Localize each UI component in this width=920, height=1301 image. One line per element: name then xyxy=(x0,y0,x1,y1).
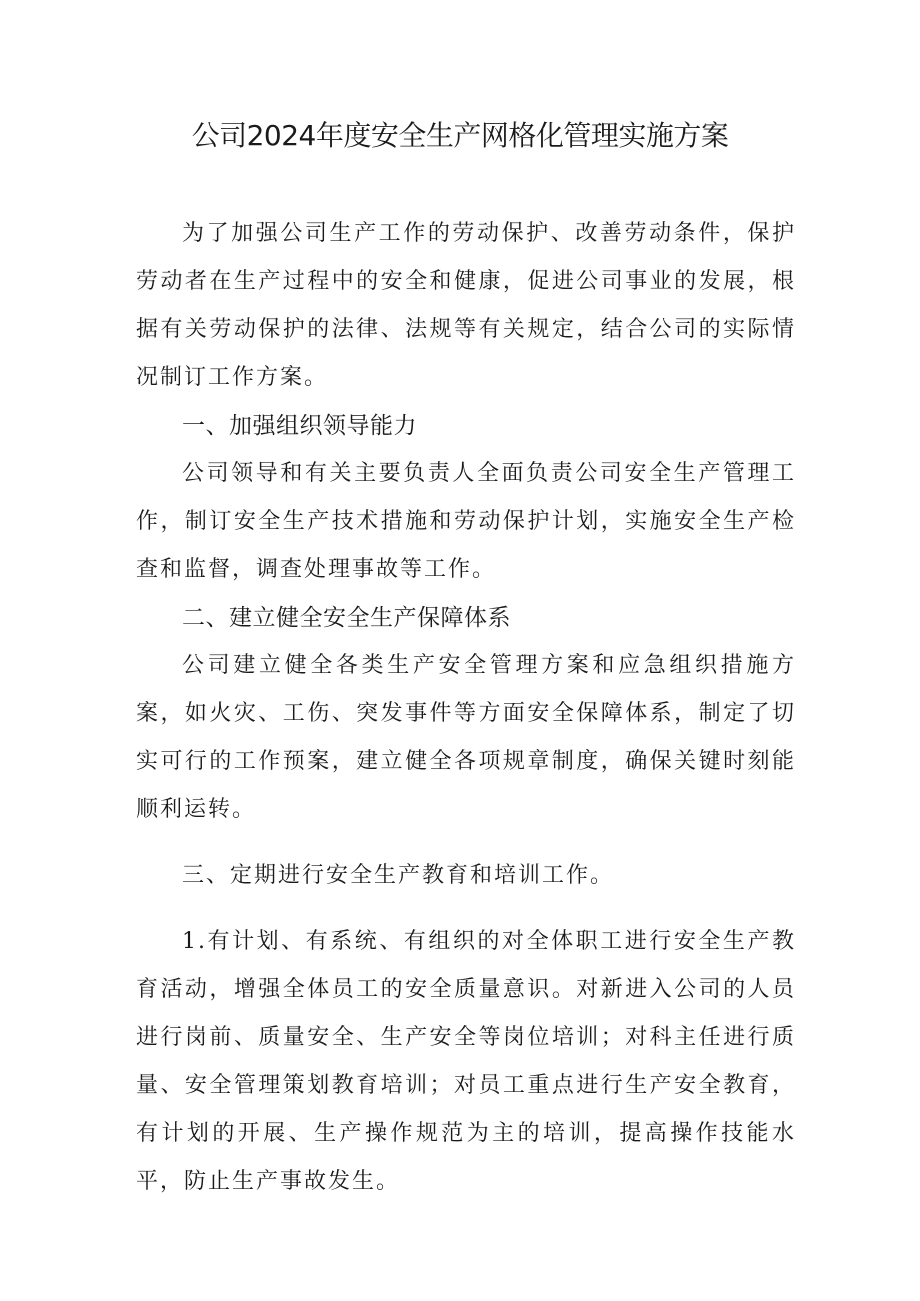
intro-paragraph: 为了加强公司生产工作的劳动保护、改善劳动条件，保护劳动者在生产过程中的安全和健康，促进公司事业的发展，根据有关劳动保护的法律、法规等有关规定，结合公司的实际情况制订工作方案。 xyxy=(136,221,796,390)
spacer xyxy=(136,900,796,918)
document-title: 公司2024年度安全生产网格化管理实施方案 xyxy=(191,119,729,152)
list-item-1: 1.有计划、有系统、有组织的对全体职工进行安全生产教育活动，增强全体员工的安全质量意识。对新进入公司的人员进行岗前、质量安全、生产安全等岗位培训；对科主任进行质量、安全管理策划教育培训；对员工重点进行生产安全教育，有计划的开展、生产操作规范为主的培训，提高操作技能水平，防止生产事故发生。 xyxy=(136,929,796,1194)
section-heading-2: 二、建立健全安全生产保障体系 xyxy=(182,605,511,631)
document-body xyxy=(136,210,796,1206)
section-heading-3: 三、定期进行安全生产教育和培训工作。 xyxy=(182,863,615,888)
section-paragraph-1: 公司领导和有关主要负责人全面负责公司安全生产管理工作，制订安全生产技术措施和劳动保护计划，实施安全生产检查和监督，调查处理事故等工作。 xyxy=(136,461,796,582)
section-heading-1: 一、加强组织领导能力 xyxy=(182,413,417,439)
section-paragraph-2: 公司建立健全各类生产安全管理方案和应急组织措施方案，如火灾、工伤、突发事件等方面安全保障体系，制定了切实可行的工作预案，建立健全各项规章制度，确保关键时刻能顺利运转。 xyxy=(136,653,796,822)
spacer xyxy=(136,834,796,852)
